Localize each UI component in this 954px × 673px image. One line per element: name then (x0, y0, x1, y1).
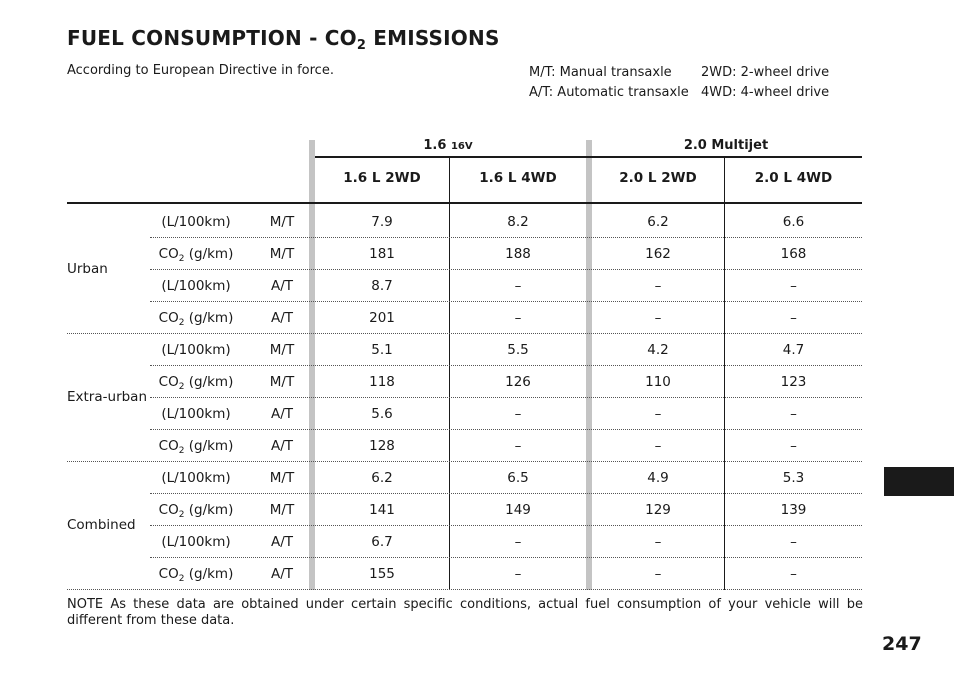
legend-automatic: A/T: Automatic transaxle (529, 85, 689, 100)
value-cell: 128 (369, 438, 395, 454)
row-separator (150, 269, 862, 270)
value-cell: 6.2 (647, 214, 669, 230)
legend-2wd: 2WD: 2-wheel drive (701, 65, 830, 80)
row-separator (150, 365, 862, 366)
value-cell: 123 (780, 374, 807, 390)
unit-label: $CO_2$ (g/km) (158, 502, 234, 520)
value-cell: 181 (369, 246, 395, 262)
group-separator (67, 589, 862, 590)
value-cell: – (654, 278, 662, 294)
transaxle-cell: A/T (270, 406, 294, 422)
value-cell: 8.7 (371, 278, 393, 294)
unit-label: (L/100km) (161, 342, 231, 358)
row-separator (150, 429, 862, 430)
page-title: FUEL CONSUMPTION - $CO_2$ EMISSIONS (67, 26, 500, 53)
value-cell: 201 (369, 310, 395, 326)
value-cell: 149 (505, 502, 531, 518)
value-cell: 141 (369, 502, 395, 518)
value-cell: 126 (505, 374, 531, 390)
value-cell: – (790, 406, 797, 422)
value-cell: 162 (645, 246, 671, 262)
unit-label: (L/100km) (161, 278, 231, 294)
value-cell: 7.9 (371, 214, 393, 230)
value-cell: – (654, 534, 662, 550)
value-cell: 118 (369, 374, 395, 390)
transaxle-cell: A/T (270, 278, 294, 294)
unit-label: $CO_2$ (g/km) (158, 310, 234, 328)
transaxle-legend (529, 63, 689, 103)
transaxle-cell: M/T (269, 470, 295, 486)
value-cell: 6.2 (371, 470, 393, 486)
value-cell: – (790, 438, 797, 454)
row-separator (150, 301, 862, 302)
transaxle-cell: M/T (269, 342, 295, 358)
transaxle-cell: M/T (269, 214, 295, 230)
legend-manual: M/T: Manual transaxle (529, 65, 672, 80)
value-cell: – (514, 278, 522, 294)
value-cell: – (790, 566, 797, 582)
unit-label: $CO_2$ (g/km) (158, 246, 234, 264)
value-cell: – (514, 406, 522, 422)
note-text: NOTE As these data are obtained under certain specific conditions, actual fuel consumption of your vehicle will be different from these data. (67, 597, 863, 628)
unit-label: $CO_2$ (g/km) (158, 438, 234, 456)
value-cell: 110 (645, 374, 671, 390)
section-tab-marker (884, 467, 954, 496)
value-cell: – (790, 310, 797, 326)
intro-text: According to European Directive in force. (67, 63, 334, 78)
group-label: Urban (67, 261, 108, 277)
row-separator (150, 557, 862, 558)
value-cell: 4.9 (647, 470, 669, 486)
value-cell: 4.2 (647, 342, 669, 358)
transaxle-cell: M/T (269, 502, 295, 518)
unit-label: $CO_2$ (g/km) (158, 374, 234, 392)
unit-label: (L/100km) (161, 534, 231, 550)
legend-4wd: 4WD: 4-wheel drive (701, 85, 830, 100)
value-cell: 5.3 (782, 470, 805, 486)
transaxle-cell: A/T (270, 438, 294, 454)
value-cell: 6.5 (507, 470, 529, 486)
value-cell: 129 (645, 502, 671, 518)
row-separator (150, 397, 862, 398)
value-cell: – (514, 534, 522, 550)
value-cell: 168 (780, 246, 807, 262)
value-cell: 188 (505, 246, 531, 262)
value-cell: 6.7 (371, 534, 393, 550)
body-top-rule (67, 202, 862, 204)
unit-label: (L/100km) (161, 470, 231, 486)
value-cell: – (654, 406, 662, 422)
unit-label: (L/100km) (161, 406, 231, 422)
value-cell: 155 (369, 566, 395, 582)
value-cell: 6.6 (782, 214, 805, 230)
group-label: Extra-urban (67, 389, 148, 405)
col-header-16l-2wd: 1.6 L 2WD (343, 170, 421, 186)
transaxle-cell: A/T (270, 534, 294, 550)
value-cell: – (654, 438, 662, 454)
row-separator (150, 493, 862, 494)
value-cell: – (514, 438, 522, 454)
value-cell: 5.6 (371, 406, 393, 422)
transaxle-cell: M/T (269, 374, 295, 390)
value-cell: – (514, 566, 522, 582)
value-cell: 4.7 (782, 342, 805, 358)
group-header-16v: 1.6 16V (423, 138, 473, 153)
unit-label: $CO_2$ (g/km) (158, 566, 234, 584)
page-number: 247 (882, 633, 922, 655)
transaxle-cell: M/T (269, 246, 295, 262)
group-label: Combined (67, 517, 136, 533)
value-cell: – (514, 310, 522, 326)
value-cell: – (654, 310, 662, 326)
transaxle-cell: A/T (270, 566, 294, 582)
transaxle-cell: A/T (270, 310, 294, 326)
group-header-multijet: 2.0 Multijet (683, 138, 769, 153)
col-header-20l-4wd: 2.0 L 4WD (754, 170, 833, 186)
row-separator (150, 237, 862, 238)
group-separator (67, 333, 862, 334)
value-cell: – (654, 566, 662, 582)
row-separator (150, 525, 862, 526)
value-cell: 5.1 (371, 342, 393, 358)
value-cell: 8.2 (507, 214, 529, 230)
value-cell: 139 (780, 502, 807, 518)
value-cell: 5.5 (507, 342, 529, 358)
value-cell: – (790, 278, 797, 294)
unit-label: (L/100km) (161, 214, 231, 230)
col-header-20l-2wd: 2.0 L 2WD (619, 170, 697, 186)
drive-legend (701, 63, 829, 103)
group-separator (67, 461, 862, 462)
col-header-16l-4wd: 1.6 L 4WD (479, 170, 557, 186)
header-rule (315, 156, 862, 158)
value-cell: – (790, 534, 797, 550)
